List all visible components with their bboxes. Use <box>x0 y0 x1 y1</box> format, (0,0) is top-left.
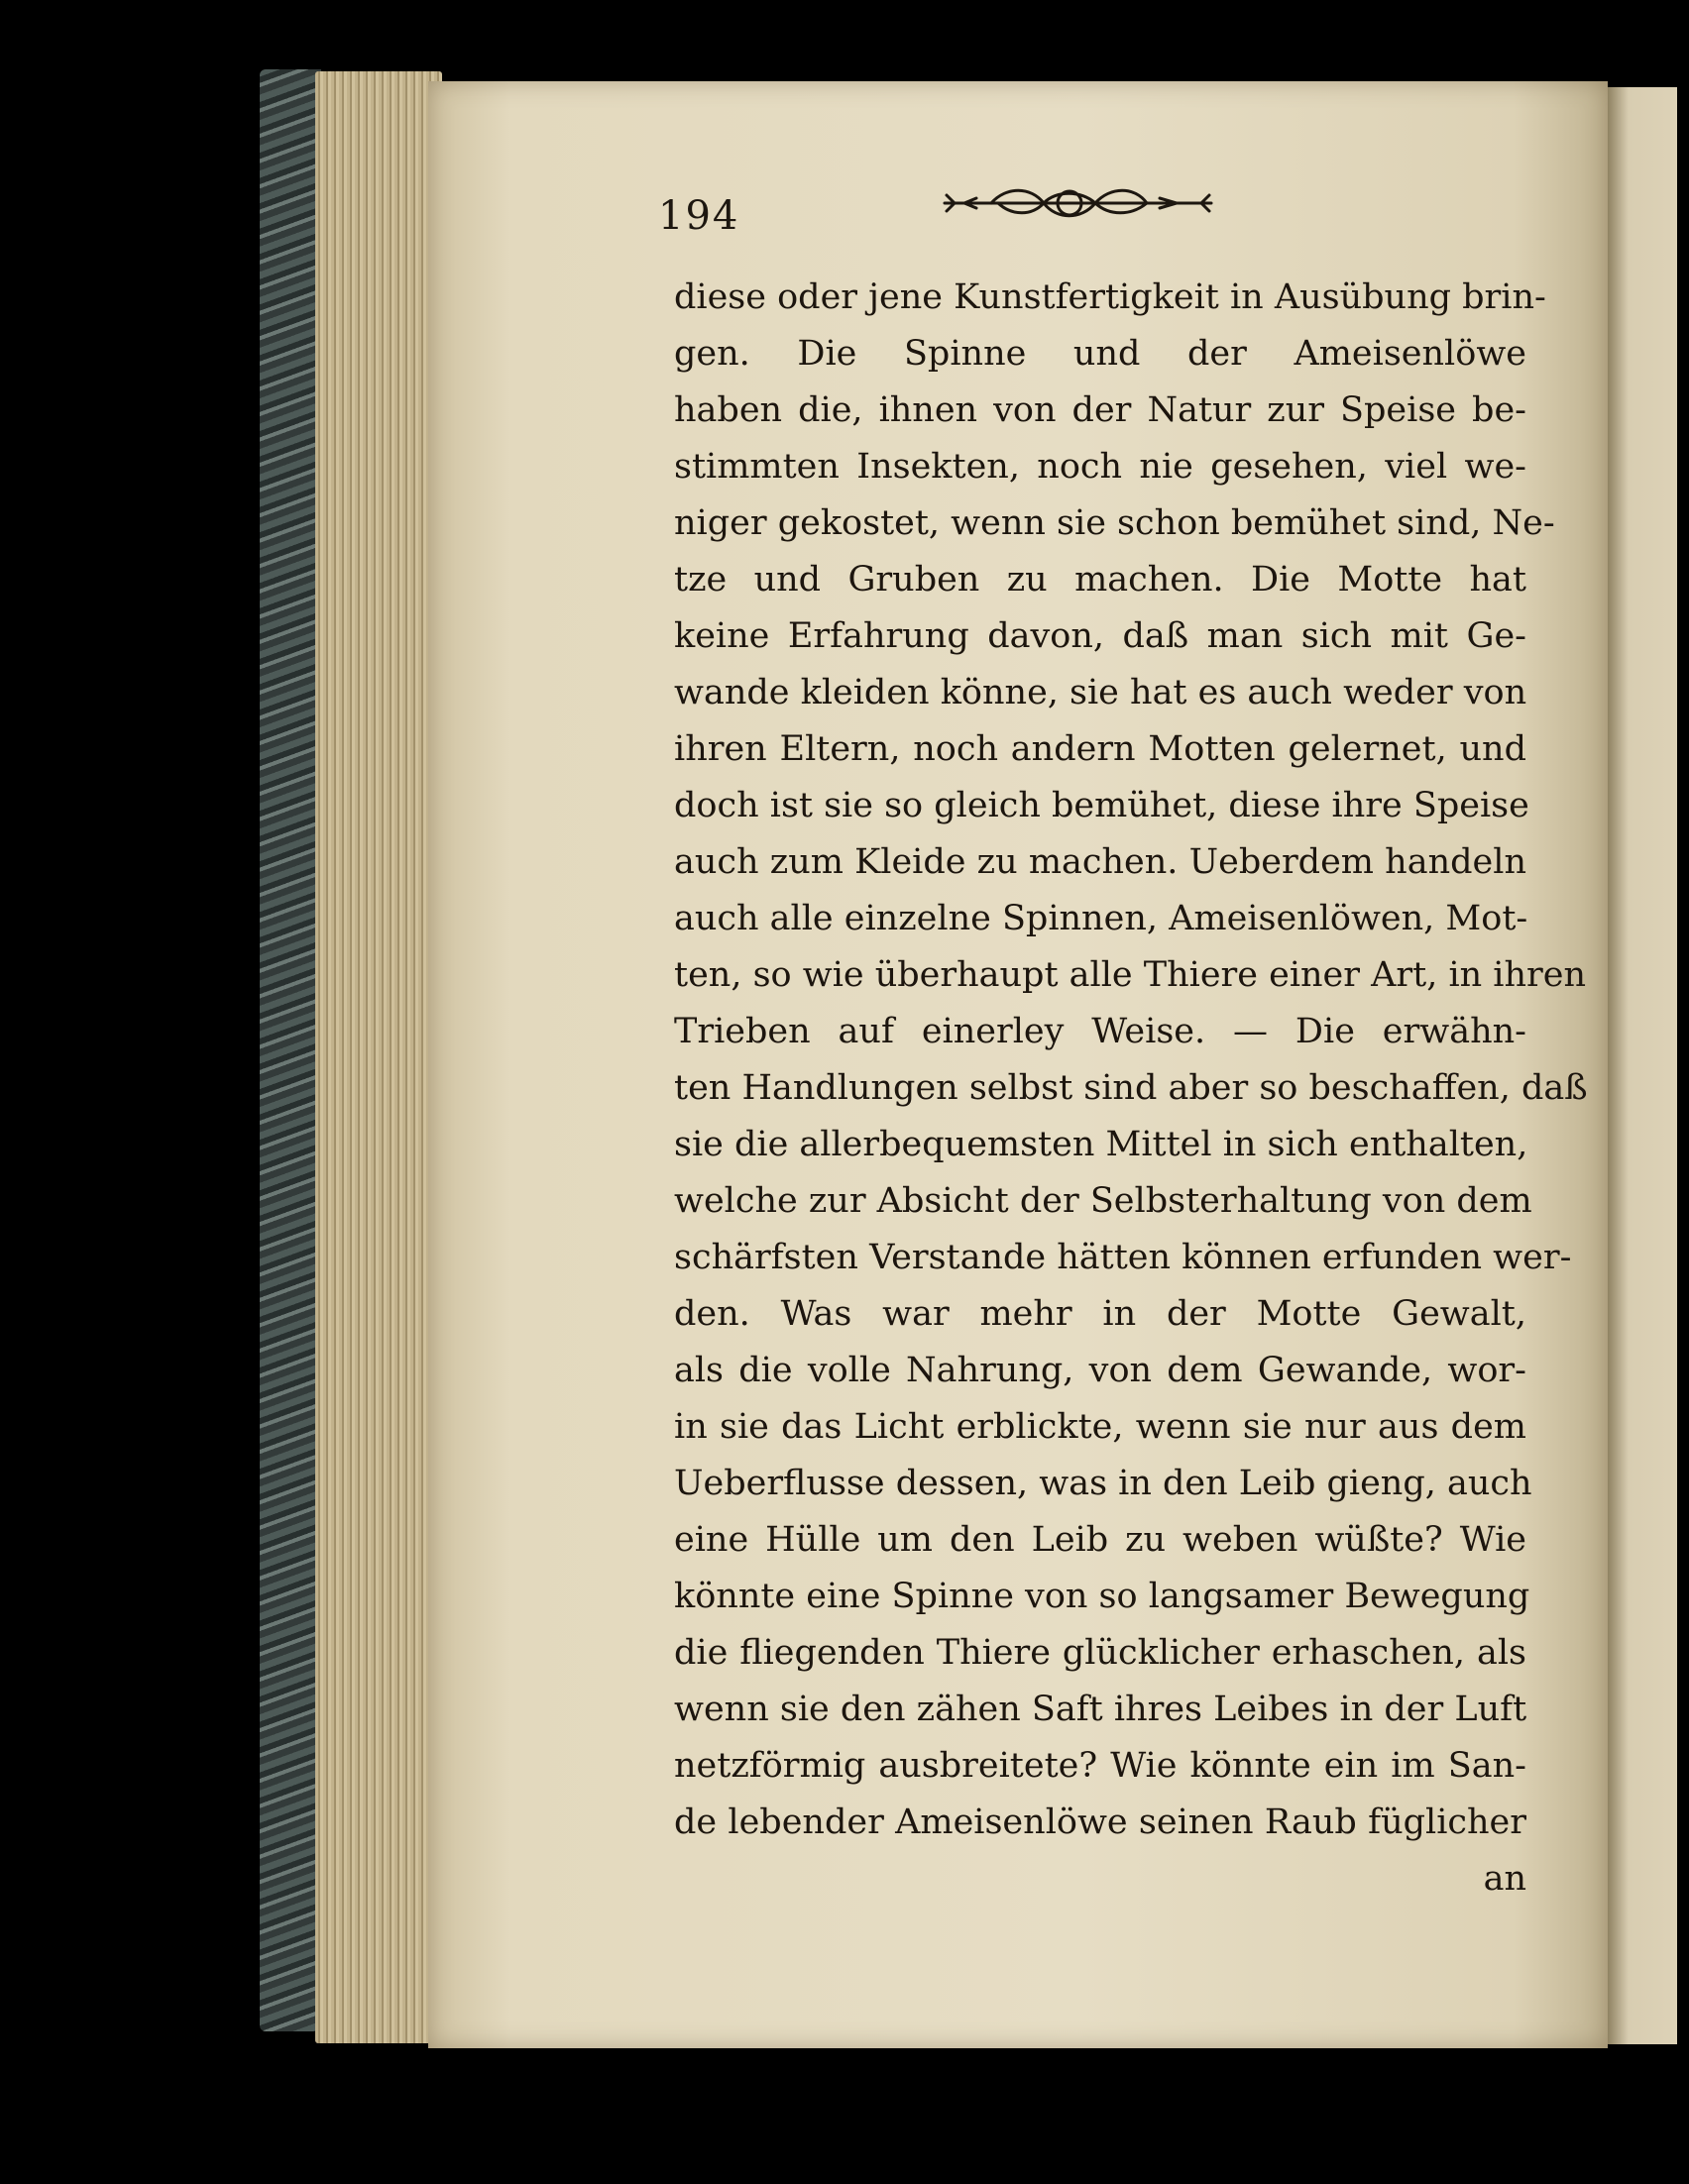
text-line: wenn sie den zähen Saft ihres Leibes in der Luft <box>674 1690 1527 1729</box>
text-line: eine Hülle um den Leib zu weben wüßte? Wie <box>674 1520 1526 1560</box>
text-line: schärfsten Verstande hätten können erfunden wer- <box>674 1238 1572 1277</box>
text-line: diese oder jene Kunstfertigkeit in Ausübung brin- <box>674 277 1546 317</box>
catchword: an <box>1483 1859 1526 1899</box>
text-line: sie die allerbequemsten Mittel in sich enthalten, <box>674 1125 1528 1164</box>
page-number: 194 <box>658 193 740 239</box>
text-line: auch zum Kleide zu machen. Ueberdem handeln <box>674 842 1526 882</box>
text-line: die fliegenden Thiere glücklicher erhaschen, als <box>674 1633 1526 1673</box>
text-line: welche zur Absicht der Selbsterhaltung von dem <box>674 1181 1532 1221</box>
text-line: als die volle Nahrung, von dem Gewande, wor- <box>674 1351 1526 1390</box>
page-edges <box>315 71 442 2043</box>
text-line: Ueberflusse dessen, was in den Leib gieng, auch <box>674 1464 1532 1503</box>
text-line: gen. Die Spinne und der Ameisenlöwe <box>674 334 1526 374</box>
text-line: auch alle einzelne Spinnen, Ameisenlöwen, Mot- <box>674 899 1528 938</box>
text-line: ten, so wie überhaupt alle Thiere einer Art, in ihren <box>674 955 1587 995</box>
text-line: niger gekostet, wenn sie schon bemühet sind, Ne- <box>674 503 1555 543</box>
text-line: de lebender Ameisenlöwe seinen Raub füglicher <box>674 1802 1526 1842</box>
printer-ornament-icon <box>937 180 1219 226</box>
text-line: ten Handlungen selbst sind aber so beschaffen, daß <box>674 1068 1588 1108</box>
body-text <box>674 270 1588 1908</box>
text-line: in sie das Licht erblickte, wenn sie nur aus dem <box>674 1407 1526 1447</box>
text-line: doch ist sie so gleich bemühet, diese ihre Speise <box>674 786 1529 825</box>
book-spine-marbled <box>260 69 321 2031</box>
text-line: keine Erfahrung davon, daß man sich mit Ge- <box>674 616 1526 656</box>
text-line: tze und Gruben zu machen. Die Motte hat <box>674 560 1526 600</box>
text-line: netzförmig ausbreitete? Wie könnte ein im San- <box>674 1746 1526 1786</box>
text-line: stimmten Insekten, noch nie gesehen, viel we- <box>674 447 1526 487</box>
text-line: haben die, ihnen von der Natur zur Speise be- <box>674 390 1526 430</box>
text-line: könnte eine Spinne von so langsamer Bewegung <box>674 1577 1530 1616</box>
next-page-edge <box>1608 87 1677 2044</box>
text-line: wande kleiden könne, sie hat es auch weder von <box>674 673 1527 712</box>
text-line: den. Was war mehr in der Motte Gewalt, <box>674 1294 1526 1334</box>
text-line: ihren Eltern, noch andern Motten gelernet, und <box>674 729 1526 769</box>
text-line: Trieben auf einerley Weise. — Die erwähn- <box>674 1012 1526 1051</box>
